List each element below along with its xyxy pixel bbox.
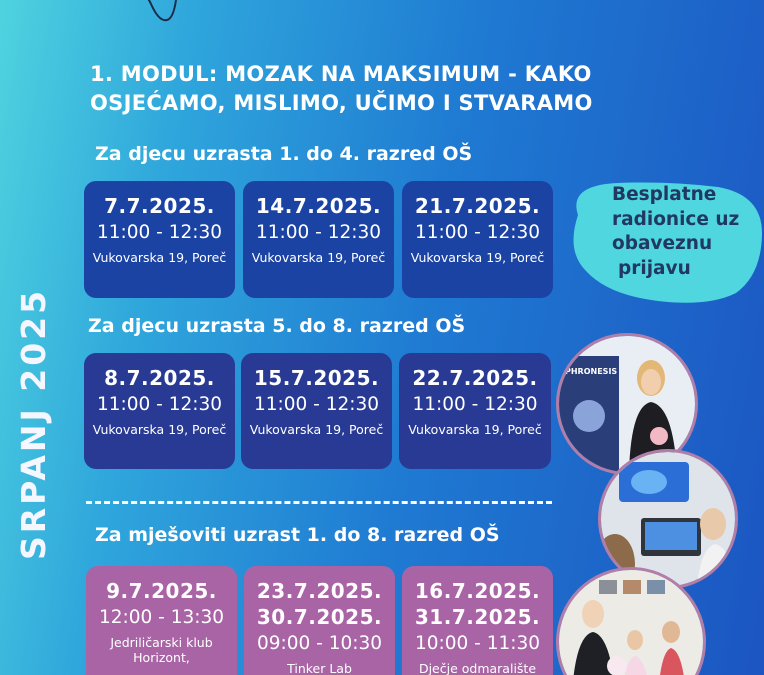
schedule-card <box>86 566 237 675</box>
badge-line: radionice uz <box>612 208 740 230</box>
badge-line: prijavu <box>618 257 691 279</box>
card-date-second: 31.7.2025. <box>414 605 541 629</box>
card-date: 14.7.2025. <box>255 194 382 218</box>
section-divider <box>86 501 552 504</box>
photo-sign-text: PHRONESIS <box>565 367 618 376</box>
badge-line: Besplatne <box>612 184 717 205</box>
card-date: 22.7.2025. <box>412 366 538 390</box>
schedule-card <box>244 566 395 675</box>
schedule-card <box>84 353 235 469</box>
section-title-grade-1-4: Za djecu uzrasta 1. do 4. razred OŠ <box>95 143 473 165</box>
badge-line: obaveznu <box>612 233 713 254</box>
section-title-grade-5-8: Za djecu uzrasta 5. do 8. razred OŠ <box>88 315 466 337</box>
card-time: 09:00 - 10:30 <box>256 633 383 654</box>
card-time: 10:00 - 11:30 <box>414 633 541 654</box>
card-location: Vukovarska 19, Poreč <box>92 250 227 265</box>
card-date: 23.7.2025. <box>256 579 383 603</box>
card-date: 7.7.2025. <box>104 194 215 218</box>
card-time: 11:00 - 12:30 <box>414 222 541 243</box>
card-location: Jedriličarski klub Horizont, <box>110 635 213 665</box>
schedule-card <box>84 181 235 298</box>
schedule-card <box>402 181 553 298</box>
card-time: 11:00 - 12:30 <box>412 394 538 415</box>
card-time: 11:00 - 12:30 <box>253 394 380 415</box>
vertical-month-title: SRPANJ 2025 <box>14 287 53 560</box>
card-time: 11:00 - 12:30 <box>96 222 223 243</box>
card-date: 16.7.2025. <box>414 579 541 603</box>
card-location: Dječje odmaralište <box>418 661 537 675</box>
card-date-second: 30.7.2025. <box>256 605 383 629</box>
decorative-swirl <box>95 0 185 40</box>
card-time: 12:00 - 13:30 <box>98 607 225 628</box>
module-title: 1. MODUL: MOZAK NA MAKSIMUM - KAKO OSJEĆAMO, MISLIMO, UČIMO I STVARAMO <box>90 62 593 115</box>
schedule-card <box>241 353 392 469</box>
card-location: Vukovarska 19, Poreč <box>249 422 384 437</box>
free-workshop-badge <box>612 183 742 281</box>
card-location: Vukovarska 19, Poreč <box>251 250 386 265</box>
card-date: 9.7.2025. <box>106 579 217 603</box>
card-location: Tinker Lab <box>287 661 352 675</box>
card-date: 15.7.2025. <box>253 366 380 390</box>
card-location: Vukovarska 19, Poreč <box>410 250 545 265</box>
card-location: Vukovarska 19, Poreč <box>92 422 227 437</box>
section-title-mixed-ages: Za mješoviti uzrast 1. do 8. razred OŠ <box>95 524 500 546</box>
card-location: Vukovarska 19, Poreč <box>408 422 542 437</box>
card-date: 21.7.2025. <box>414 194 541 218</box>
schedule-card <box>399 353 551 469</box>
card-time: 11:00 - 12:30 <box>96 394 223 415</box>
card-time: 11:00 - 12:30 <box>255 222 382 243</box>
schedule-card <box>402 566 553 675</box>
schedule-card <box>243 181 394 298</box>
card-date: 8.7.2025. <box>104 366 215 390</box>
